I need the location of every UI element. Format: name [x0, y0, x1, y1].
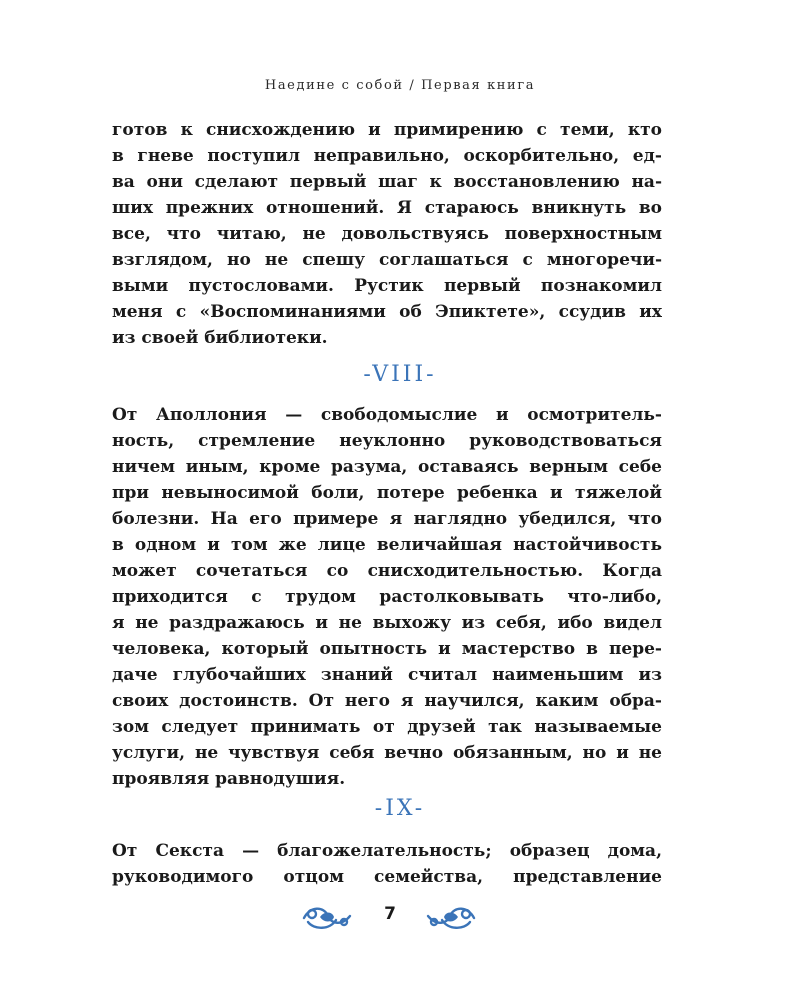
- text-line: готов к снисхождению и примирению с теми, кто: [112, 120, 662, 140]
- text-line: ших прежних отношений. Я стараюсь вникнуть во: [112, 198, 662, 218]
- text-line: болезни. На его примере я наглядно убедился, что: [112, 509, 662, 529]
- text-line: даче глубочайших знаний считал наименьшим из: [112, 665, 662, 685]
- text-line: все, что читаю, не довольствуясь поверхностным: [112, 224, 662, 244]
- text-line: приходится с трудом растолковывать что-либо,: [112, 587, 662, 607]
- text-line: выми пустословами. Рустик первый познакомил: [112, 276, 662, 296]
- text-line: в одном и том же лице величайшая настойчивость: [112, 535, 662, 555]
- text-line: зом следует принимать от друзей так называемые: [112, 717, 662, 737]
- text-line: ность, стремление неуклонно руководствоваться: [112, 431, 662, 451]
- section-viii-paragraph: [112, 402, 662, 792]
- text-line: От Секста — благожелательность; образец дома,: [112, 841, 662, 861]
- text-line: при невыносимой боли, потере ребенка и тяжелой: [112, 483, 662, 503]
- text-line: человека, который опытность и мастерство в пере-: [112, 639, 662, 659]
- text-line: услуги, не чувствуя себя вечно обязанным, но и не: [112, 743, 662, 763]
- text-line: меня с «Воспоминаниями об Эпиктете», ссудив их: [112, 302, 662, 322]
- scroll-ornament-icon: [424, 902, 478, 932]
- paragraph-continuation: [112, 117, 662, 351]
- text-line: может сочетаться со снисходительностью. Когда: [112, 561, 662, 581]
- section-heading-ix: -IX-: [374, 796, 426, 821]
- text-line: От Аполлония — свободомыслие и осмотритель-: [112, 405, 662, 425]
- text-line: своих достоинств. От него я научился, каким обра-: [112, 691, 662, 711]
- page-number: 7: [384, 904, 396, 924]
- text-line: проявляя равнодушия.: [112, 769, 346, 789]
- scroll-ornament-icon: [300, 902, 354, 932]
- text-line: в гневе поступил неправильно, оскорбительно, ед-: [112, 146, 662, 166]
- page-footer: [0, 900, 800, 936]
- text-line: взглядом, но не спешу соглашаться с многоречи-: [112, 250, 662, 270]
- section-heading-viii: -VIII-: [363, 362, 437, 387]
- text-line: руководимого отцом семейства, представление: [112, 867, 662, 887]
- running-head: Наедине с собой / Первая книга: [264, 78, 536, 93]
- section-ix-paragraph: [112, 838, 662, 890]
- text-line: из своей библиотеки.: [112, 328, 328, 348]
- text-line: ничем иным, кроме разума, оставаясь верным себе: [112, 457, 662, 477]
- text-line: я не раздражаюсь и не выхожу из себя, ибо видел: [112, 613, 662, 633]
- text-line: ва они сделают первый шаг к восстановлению на-: [112, 172, 662, 192]
